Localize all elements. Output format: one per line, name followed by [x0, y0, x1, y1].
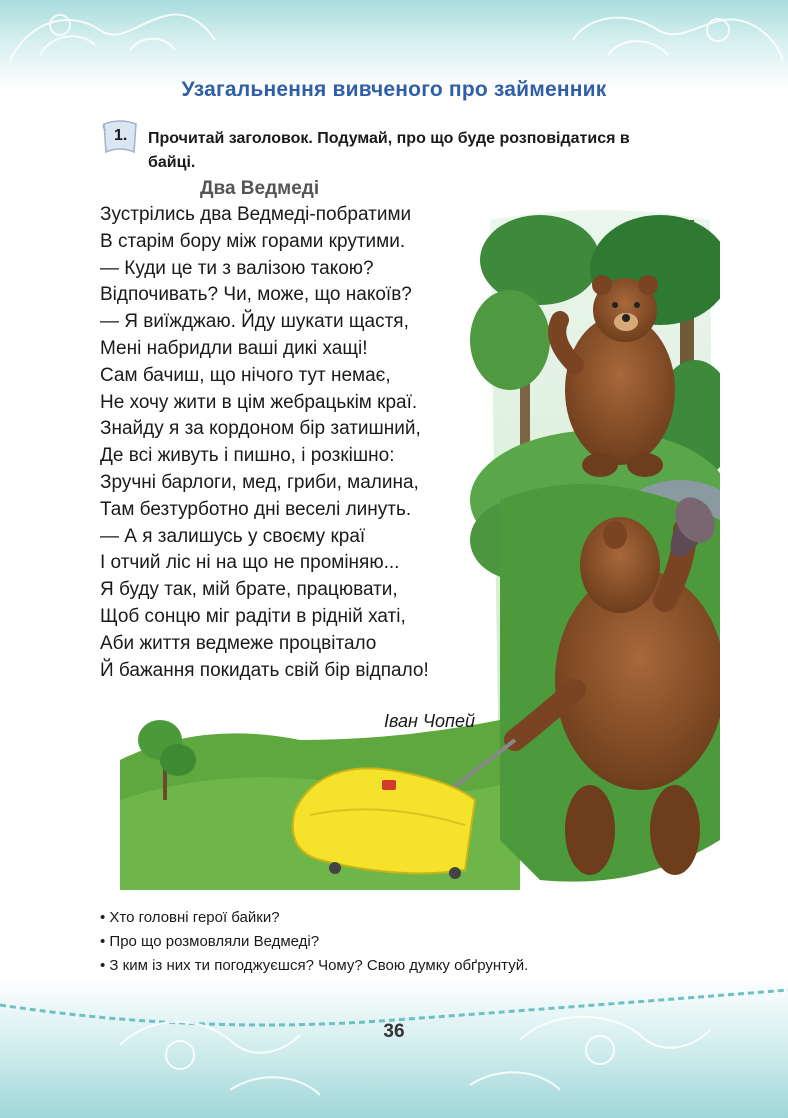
task-line-2: байці. [148, 154, 196, 171]
poem-line: Щоб сонцю міг радіти в рідній хаті, [100, 605, 406, 627]
poem-line: Мені набридли ваші дикі хащі! [100, 337, 368, 359]
question-item: • Хто головні герої байки? [100, 909, 280, 926]
page-number: 36 [383, 1021, 405, 1042]
poem-line: Відпочивать? Чи, може, що накоїв? [100, 284, 412, 306]
poem-title: Два Ведмеді [200, 178, 320, 199]
poem-line: Сам бачиш, що нічого тут немає, [100, 364, 391, 386]
page-title: Узагальнення вивченого про займенник [181, 78, 607, 101]
poem-line: Аби життя ведмеже процвітало [100, 632, 377, 654]
poem-author: Іван Чопей [384, 711, 475, 731]
poem-line: І отчий ліс ні на що не проміняю... [100, 552, 400, 574]
poem-line: В старім бору між горами крутими. [100, 230, 406, 252]
top-left-ornament [0, 0, 220, 70]
poem-line: Зручні барлоги, мед, гриби, малина, [100, 471, 419, 493]
poem-line: — Я виїжджаю. Йду шукати щастя, [100, 311, 409, 333]
poem-line: Де всі живуть і пишно, і розкішно: [100, 445, 395, 467]
poem-line: Не хочу жити в цім жебрацькім краї. [100, 391, 418, 413]
poem-line: — Куди це ти з валізою такою? [100, 257, 374, 279]
question-list [100, 906, 528, 978]
poem-text [100, 202, 429, 684]
poem-line: — А я залишусь у своєму краї [100, 525, 366, 547]
task-instruction [148, 127, 748, 175]
poem-line: Й бажання покидать свій бір відпало! [100, 659, 429, 681]
poem-line: Я буду так, мій брате, працювати, [100, 579, 398, 601]
bottom-ornament [0, 985, 788, 1118]
question-item: • Про що розмовляли Ведмеді? [100, 933, 320, 950]
poem-line: Там безтурботно дні веселі линуть. [100, 498, 412, 520]
poem-line: Знайду я за кордоном бір затишний, [100, 418, 421, 440]
poem-line: Зустрілись два Ведмеді-побратими [100, 204, 412, 225]
task-line-1: Прочитай заголовок. Подумай, про що буде розповідатися в [148, 130, 630, 147]
top-right-ornament [568, 0, 788, 70]
task-number: 1. [114, 127, 128, 144]
question-item: • З ким із них ти погоджуєшся? Чому? Свою думку обґрунтуй. [100, 957, 529, 974]
